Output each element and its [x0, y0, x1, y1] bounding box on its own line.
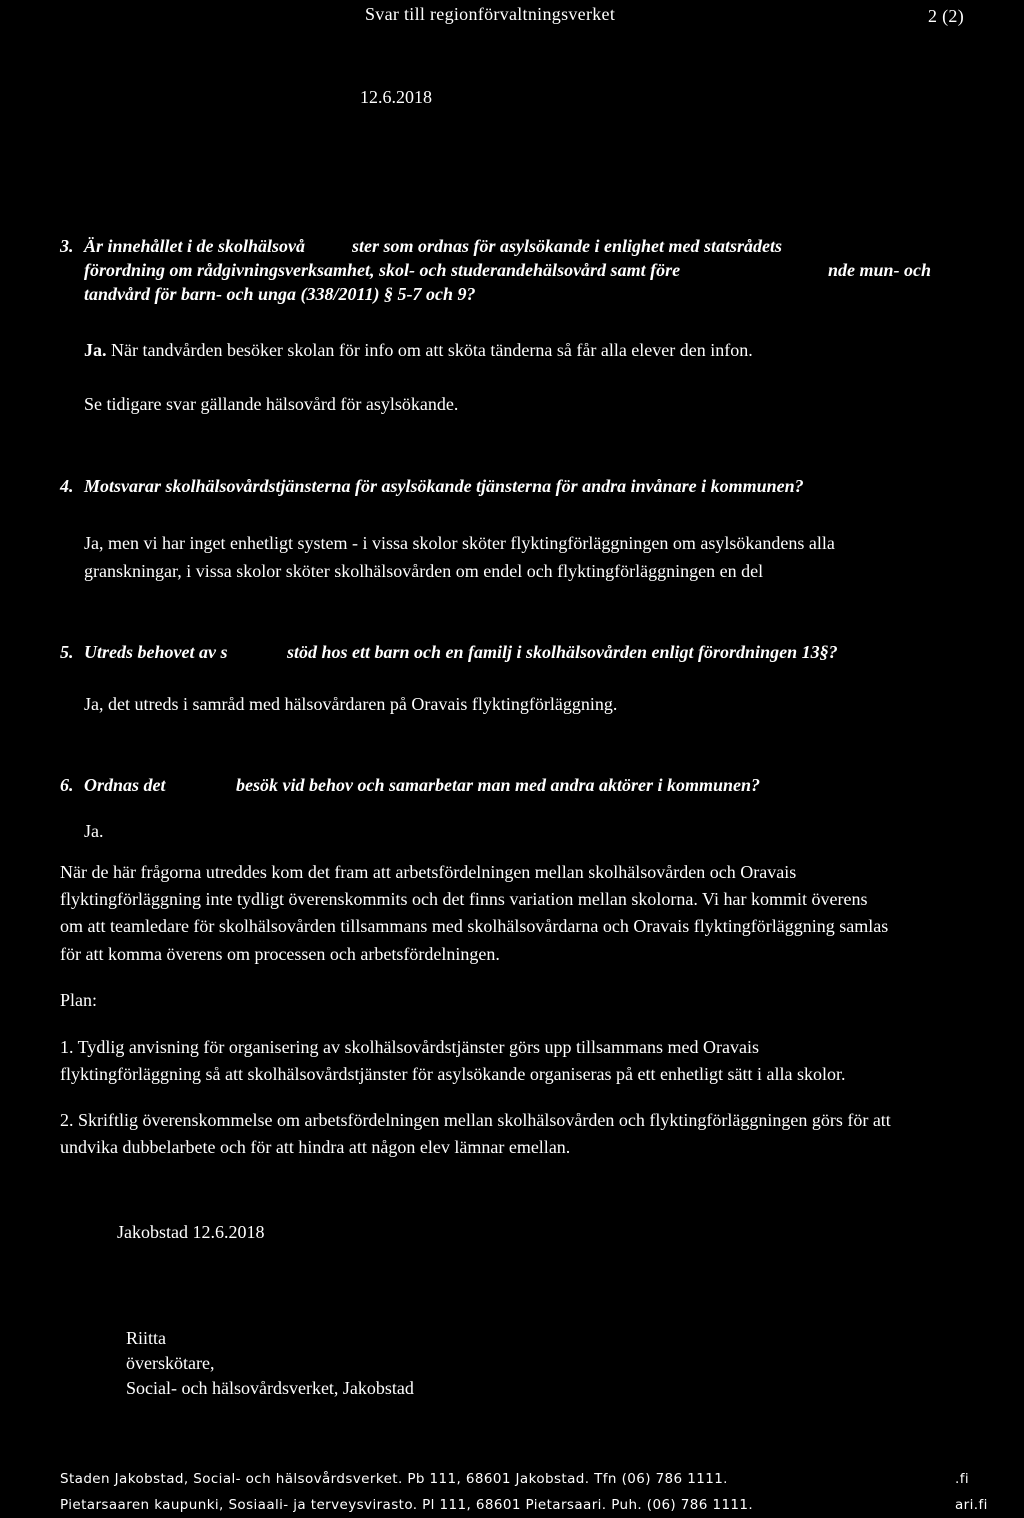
footer-web-fi: ari.fi	[955, 1497, 988, 1513]
question-text: stöd hos ett barn och en familj i skolhälsovården enligt förordningen 13§?	[287, 642, 838, 662]
answer-text	[84, 340, 753, 361]
question-text: Är innehållet i de skolhälsovå	[84, 236, 306, 256]
plan-item-2: 2. Skriftlig överenskommelse om arbetsfördelningen mellan skolhälsovården och flyktingförläggningen görs för att	[60, 1110, 891, 1130]
summary-line: När de här frågorna utreddes kom det fram att arbetsfördelningen mellan skolhälsovården och Oravais	[60, 862, 797, 882]
question-number: 6.	[60, 775, 74, 795]
question-text: förordning om rådgivningsverksamhet, skol- och studerandehälsovård samt före	[84, 260, 681, 280]
question-number: 4.	[60, 476, 74, 496]
question-text: Motsvarar skolhälsovårdstjänsterna för asylsökande tjänsterna för andra invånare i kommunen?	[84, 476, 804, 496]
plan-item-1: flyktingförläggning så att skolhälsovårdstjänster för asylsökande organiseras på ett enhetligt sätt i alla skolor.	[60, 1064, 846, 1084]
question-number: 3.	[60, 236, 74, 256]
plan-item-1: 1. Tydlig anvisning för organisering av skolhälsovårdstjänster görs upp tillsammans med Oravais	[60, 1037, 759, 1057]
footer-line-sv: Staden Jakobstad, Social- och hälsovårdsverket. Pb 111, 68601 Jakobstad. Tfn (06) 786 1111.	[60, 1471, 728, 1487]
summary-line: om att teamledare för skolhälsovården tillsammans med skolhälsovårdarna och Oravais flyktingförläggning samlas	[60, 916, 889, 936]
footer-line-fi: Pietarsaaren kaupunki, Sosiaali- ja terveysvirasto. Pl 111, 68601 Pietarsaari. Puh. (06) 786 1111.	[60, 1497, 754, 1513]
question-text: besök vid behov och samarbetar man med andra aktörer i kommunen?	[236, 775, 761, 795]
answer-text: Ja.	[84, 821, 104, 841]
plan-label: Plan:	[60, 990, 98, 1010]
answer-text: Ja, det utreds i samråd med hälsovårdaren på Oravais flyktingförläggning.	[84, 694, 618, 714]
question-text: Utreds behovet av s	[84, 642, 228, 662]
page-number: 2 (2)	[928, 6, 964, 26]
document-header-title: Svar till regionförvaltningsverket	[365, 4, 616, 24]
footer-web-sv: .fi	[955, 1471, 969, 1487]
question-text: nde mun- och	[828, 260, 932, 280]
summary-line: för att komma överens om processen och arbetsfördelningen.	[60, 944, 500, 964]
question-text: ster som ordnas för asylsökande i enlighet med statsrådets	[352, 236, 783, 256]
signature-organization: Social- och hälsovårdsverket, Jakobstad	[126, 1378, 414, 1398]
question-text: Ordnas det	[84, 775, 166, 795]
answer-bold: Ja.	[84, 340, 107, 360]
question-text: tandvård för barn- och unga (338/2011) § 5-7 och 9?	[84, 284, 476, 304]
answer-text: Se tidigare svar gällande hälsovård för asylsökande.	[84, 394, 459, 414]
answer-text: Ja, men vi har inget enhetligt system - i vissa skolor sköter flyktingförläggningen om asylsökandens alla	[84, 533, 835, 553]
signature-name: Riitta	[126, 1328, 166, 1348]
signature-title: överskötare,	[126, 1353, 215, 1373]
document-date: 12.6.2018	[360, 87, 432, 107]
plan-item-2: undvika dubbelarbete och för att hindra att någon elev lämnar emellan.	[60, 1137, 571, 1157]
signature-place-date: Jakobstad 12.6.2018	[117, 1222, 265, 1242]
summary-line: flyktingförläggning inte tydligt överenskommits och det finns variation mellan skolorna. Vi har kommit överens	[60, 889, 868, 909]
question-number: 5.	[60, 642, 74, 662]
answer-text: granskningar, i vissa skolor sköter skolhälsovården om endel och flyktingförläggningen en del	[84, 561, 764, 581]
answer-rest: När tandvården besöker skolan för info om att sköta tänderna så får alla elever den infon.	[106, 340, 753, 360]
